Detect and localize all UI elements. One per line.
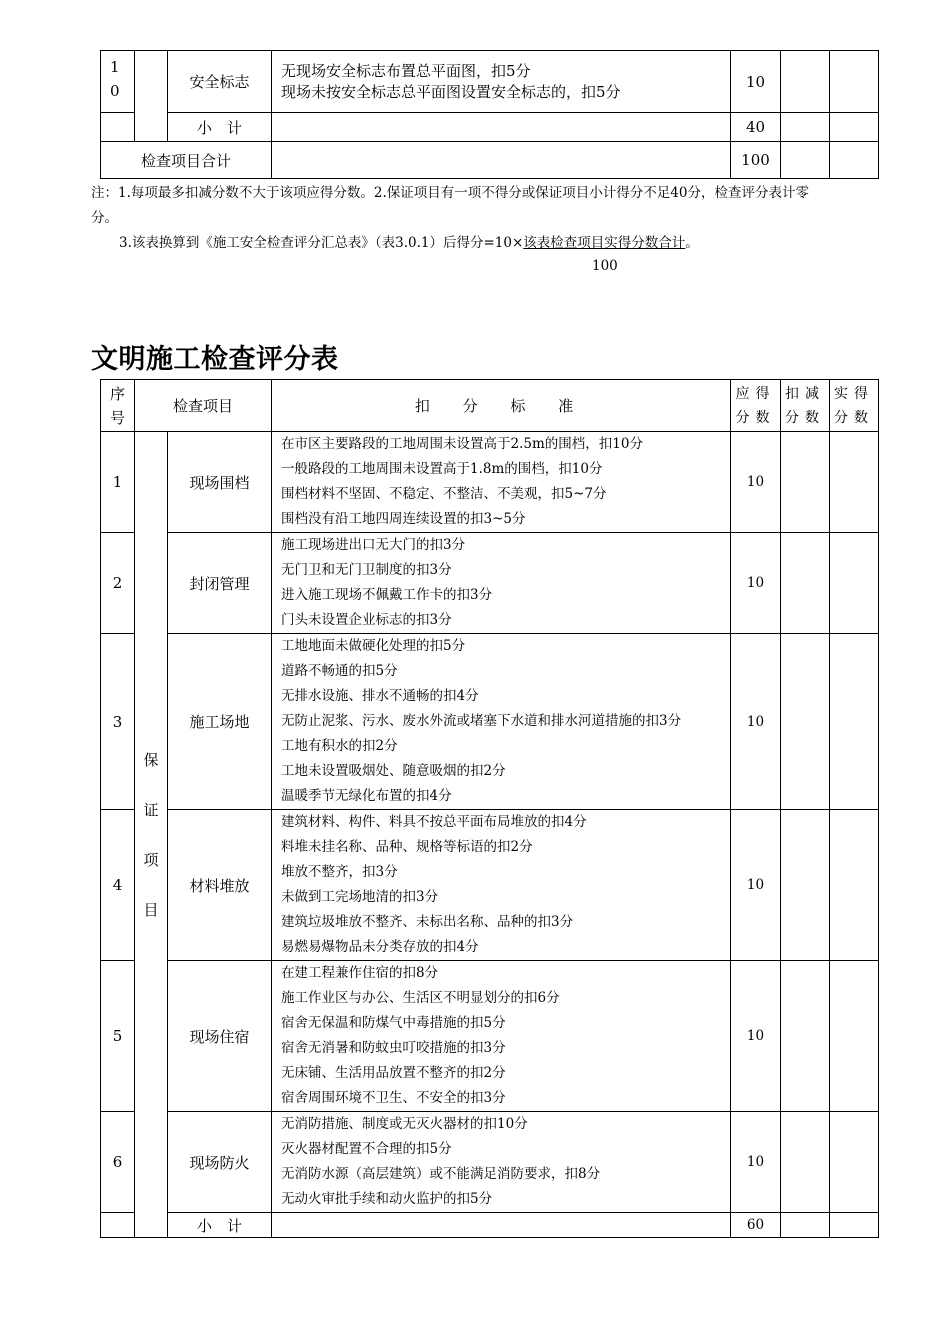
note-line-2: 分。 xyxy=(91,210,118,226)
standard-line: 在市区主要路段的工地周围未设置高于2.5m的围档，扣10分 xyxy=(281,436,643,452)
table-row xyxy=(101,634,879,810)
row-number: 3 xyxy=(101,634,135,810)
row-number: 1 0 xyxy=(101,51,135,113)
standard-line: 工地地面未做硬化处理的扣5分 xyxy=(281,638,466,654)
standard-line: 无消防水源（高层建筑）或不能满足消防要求，扣8分 xyxy=(281,1166,601,1182)
standard-line: 无排水设施、排水不通畅的扣4分 xyxy=(281,688,479,704)
table-row xyxy=(101,961,879,1112)
due-points: 10 xyxy=(731,432,781,533)
deduction-standards xyxy=(272,51,731,113)
table-row xyxy=(101,51,879,113)
due-points: 10 xyxy=(731,634,781,810)
standard-line: 门头未设置企业标志的扣3分 xyxy=(281,612,452,628)
total-points: 100 xyxy=(731,142,781,179)
top-score-table xyxy=(100,50,879,179)
standard-line: 施工作业区与办公、生活区不明显划分的扣6分 xyxy=(281,990,560,1006)
header-deduct-points: 扣减 分数 xyxy=(781,380,830,432)
standard-line: 无动火审批手续和动火监护的扣5分 xyxy=(281,1191,493,1207)
formula-numerator: 该表检查项目实得分数合计 xyxy=(523,235,686,251)
check-item: 现场围档 xyxy=(168,432,272,533)
category-cell xyxy=(135,51,168,142)
page-title: 文明施工检查评分表 xyxy=(91,344,339,375)
deduct-points-cell xyxy=(781,51,830,113)
check-item: 安全标志 xyxy=(168,51,272,113)
standard-line: 灭火器材配置不合理的扣5分 xyxy=(281,1141,452,1157)
standard-line: 施工现场进出口无大门的扣3分 xyxy=(281,537,466,553)
standard-line: 无现场安全标志布置总平面图，扣5分 xyxy=(281,61,531,80)
row-number: 6 xyxy=(101,1112,135,1213)
standard-line: 进入施工现场不佩戴工作卡的扣3分 xyxy=(281,587,493,603)
check-item: 封闭管理 xyxy=(168,533,272,634)
header-due-points: 应得 分数 xyxy=(731,380,781,432)
deduction-standards xyxy=(272,634,731,810)
actual-points-cell xyxy=(830,51,879,113)
standard-line: 建筑材料、构件、料具不按总平面布局堆放的扣4分 xyxy=(281,814,587,830)
check-item: 现场防火 xyxy=(168,1112,272,1213)
standard-line: 宿舍无消暑和防蚊虫叮咬措施的扣3分 xyxy=(281,1040,506,1056)
deduction-standards xyxy=(272,810,731,961)
subtotal-row xyxy=(101,113,879,142)
note-line-3: 3.该表换算到《施工安全检查评分汇总表》（表3.0.1）后得分=10×该表检查项目实得分数合计。 xyxy=(119,235,699,251)
total-row xyxy=(101,142,879,179)
row-number: 5 xyxy=(101,961,135,1112)
standard-line: 料堆未挂名称、品种、规格等标语的扣2分 xyxy=(281,839,533,855)
standard-line: 无防止泥浆、污水、废水外流或堵塞下水道和排水河道措施的扣3分 xyxy=(281,713,682,729)
subtotal-points: 60 xyxy=(731,1213,781,1238)
note-line-1: 注：1.每项最多扣减分数不大于该项应得分数。2.保证项目有一项不得分或保证项目小计得分不足40分，检查评分表计零 xyxy=(91,185,809,201)
check-item: 现场住宿 xyxy=(168,961,272,1112)
standard-line: 无床铺、生活用品放置不整齐的扣2分 xyxy=(281,1065,506,1081)
row-number: 1 xyxy=(101,432,135,533)
standard-line: 温暖季节无绿化布置的扣4分 xyxy=(281,788,452,804)
standard-line: 宿舍周围环境不卫生、不安全的扣3分 xyxy=(281,1090,506,1106)
standard-line: 围档材料不坚固、不稳定、不整洁、不美观，扣5~7分 xyxy=(281,486,607,502)
row-number: 4 xyxy=(101,810,135,961)
standard-line: 工地有积水的扣2分 xyxy=(281,738,398,754)
due-points: 10 xyxy=(731,961,781,1112)
table-notes xyxy=(91,181,881,256)
subtotal-label: 小 计 xyxy=(168,1213,272,1238)
deduction-standards xyxy=(272,432,731,533)
table-row xyxy=(101,533,879,634)
due-points: 10 xyxy=(731,51,781,113)
formula-denominator: 100 xyxy=(592,258,618,274)
standard-line: 一般路段的工地周围未设置高于1.8m的围档，扣10分 xyxy=(281,461,603,477)
standard-line: 工地未设置吸烟处、随意吸烟的扣2分 xyxy=(281,763,506,779)
row-number: 2 xyxy=(101,533,135,634)
standard-line: 无消防措施、制度或无灭火器材的扣10分 xyxy=(281,1116,528,1132)
due-points: 10 xyxy=(731,810,781,961)
header-standard: 扣 分 标 准 xyxy=(272,380,731,432)
header-no: 序 号 xyxy=(101,380,135,432)
subtotal-points: 40 xyxy=(731,113,781,142)
deduction-standards xyxy=(272,1112,731,1213)
subtotal-row xyxy=(101,1213,879,1238)
standard-line: 道路不畅通的扣5分 xyxy=(281,663,398,679)
check-item: 施工场地 xyxy=(168,634,272,810)
standard-line: 堆放不整齐，扣3分 xyxy=(281,864,398,880)
standard-line: 未做到工完场地清的扣3分 xyxy=(281,889,439,905)
table-row xyxy=(101,432,879,533)
standard-line: 无门卫和无门卫制度的扣3分 xyxy=(281,562,452,578)
table-row xyxy=(101,1112,879,1213)
due-points: 10 xyxy=(731,1112,781,1213)
standard-line: 易燃易爆物品未分类存放的扣4分 xyxy=(281,939,479,955)
due-points: 10 xyxy=(731,533,781,634)
header-row xyxy=(101,380,879,432)
subtotal-label: 小 计 xyxy=(168,113,272,142)
header-actual-points: 实得 分数 xyxy=(830,380,879,432)
standard-line: 宿舍无保温和防煤气中毒措施的扣5分 xyxy=(281,1015,506,1031)
deduction-standards xyxy=(272,961,731,1112)
header-item: 检查项目 xyxy=(135,380,272,432)
civilized-construction-score-table xyxy=(100,379,879,1238)
standard-line: 现场未按安全标志总平面图设置安全标志的，扣5分 xyxy=(281,82,621,101)
check-item: 材料堆放 xyxy=(168,810,272,961)
standard-line: 围档没有沿工地四周连续设置的扣3~5分 xyxy=(281,511,526,527)
standard-line: 建筑垃圾堆放不整齐、未标出名称、品种的扣3分 xyxy=(281,914,574,930)
standard-line: 在建工程兼作住宿的扣8分 xyxy=(281,965,439,981)
category-guarantee-items: 保 证 项 目 xyxy=(135,432,168,1238)
table-row xyxy=(101,810,879,961)
deduction-standards xyxy=(272,533,731,634)
total-label: 检查项目合计 xyxy=(101,142,272,179)
